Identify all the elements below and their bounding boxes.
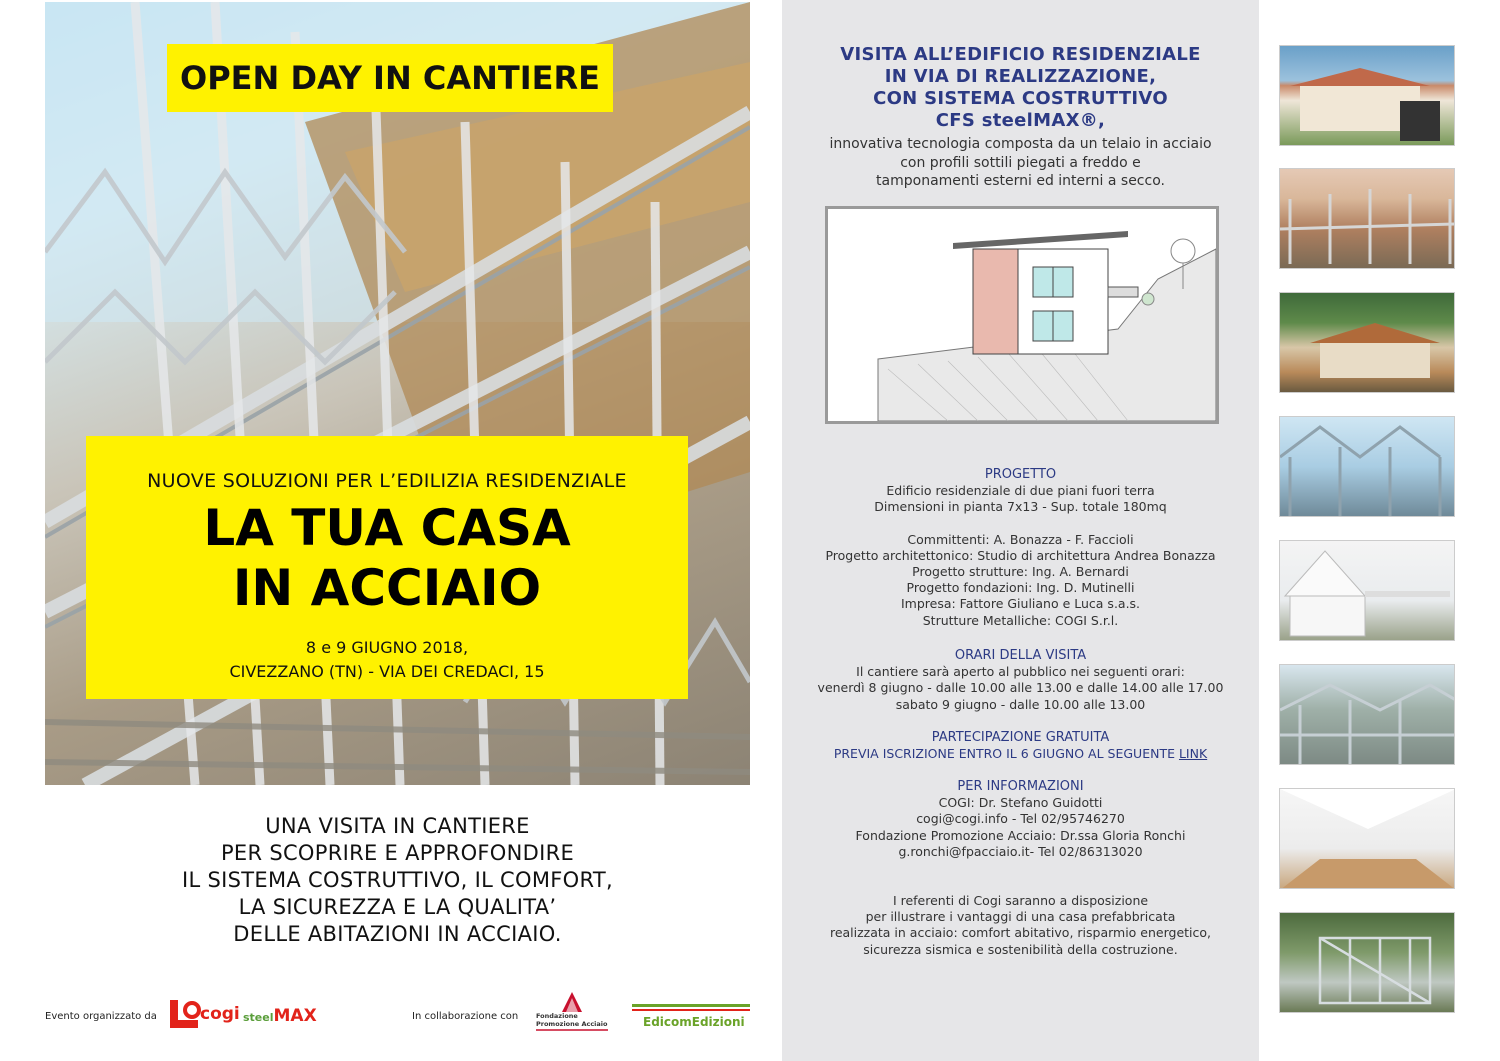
house-among-trees-photo — [1279, 292, 1455, 393]
informazioni-title: PER INFORMAZIONI — [957, 779, 1084, 794]
steelmax-logo-prefix: steel — [243, 1011, 274, 1024]
registration-text: PREVIA ISCRIZIONE ENTRO IL 6 GIUGNO AL SEGUENTE — [833, 746, 1179, 762]
organized-by-label: Evento organizzato da — [45, 1011, 157, 1022]
white-house-icon — [1280, 541, 1455, 641]
event-title-box — [86, 436, 688, 699]
info-email-fpa[interactable]: g.ronchi@fpacciaio.it- Tel 02/86313020 — [898, 843, 1143, 859]
frame-photo-icon — [1280, 169, 1455, 269]
progetto-line: Progetto architettonico: Studio di architettura Andrea Bonazza — [825, 547, 1216, 563]
details-panel — [782, 0, 1259, 1061]
info-email-cogi[interactable]: cogi@cogi.info - Tel 02/95746270 — [916, 811, 1125, 827]
steel-frame-walls-photo — [1279, 168, 1455, 269]
partecipazione-section — [782, 730, 1259, 762]
fondazione-promozione-acciaio-logo-text: Fondazione Promozione Acciaio — [536, 1012, 608, 1028]
technology-description — [782, 135, 1259, 191]
steel-frame-roof-photo — [1279, 664, 1455, 765]
description-line: tamponamenti esterni ed interni a secco. — [876, 173, 1165, 189]
closing-line: realizzata in acciaio: comfort abitativo, risparmio energetico, — [829, 925, 1212, 941]
closing-section — [782, 893, 1259, 958]
registration-line — [782, 746, 1259, 762]
edicom-logo-text: EdicomEdizioni — [643, 1015, 745, 1029]
tagline — [45, 813, 750, 948]
closing-line: sicurezza sismica e sostenibilità della costruzione. — [863, 941, 1178, 957]
progetto-line: Strutture Metalliche: COGI S.r.l. — [922, 612, 1119, 628]
visit-heading-line: CON SISTEMA COSTRUTTIVO — [873, 88, 1168, 109]
orari-line: Il cantiere sarà aperto al pubblico nei seguenti orari: — [856, 664, 1185, 680]
house-elevation-icon — [828, 209, 1216, 421]
frame-roof-icon — [1280, 665, 1455, 765]
steel-frame-structure-photo — [1279, 416, 1455, 517]
orari-title: ORARI DELLA VISITA — [954, 648, 1087, 663]
tagline-line: PER SCOPRIRE E APPROFONDIRE — [220, 841, 575, 865]
cogi-logo-text: cogi — [200, 1004, 240, 1024]
steel-frame-garden-photo — [1279, 912, 1455, 1013]
progetto-title: PROGETTO — [984, 467, 1057, 482]
registration-link[interactable]: LINK — [1178, 746, 1208, 762]
event-date-address — [86, 636, 688, 684]
steelmax-logo-suffix: MAX — [273, 1006, 317, 1026]
collaboration-label: In collaborazione con — [412, 1011, 519, 1022]
finished-house-photo — [1279, 45, 1455, 146]
frame-garden-icon — [1280, 913, 1455, 1013]
steel-structure-icon — [1280, 417, 1455, 517]
progetto-line: Impresa: Fattore Giuliano e Luca s.a.s. — [900, 596, 1141, 612]
progetto-line: Progetto fondazioni: Ing. D. Mutinelli — [906, 580, 1135, 596]
tagline-line: LA SICUREZZA E LA QUALITA’ — [238, 895, 557, 919]
progetto-section — [782, 467, 1259, 629]
building-elevation-drawing — [825, 206, 1219, 424]
closing-line: per illustrare i vantaggi di una casa prefabbricata — [865, 909, 1176, 925]
progetto-line: Progetto strutture: Ing. A. Bernardi — [912, 564, 1129, 580]
description-line: con profili sottili piegati a freddo e — [900, 154, 1141, 171]
partecipazione-title: PARTECIPAZIONE GRATUITA — [931, 730, 1110, 745]
tagline-line: IL SISTEMA COSTRUTTIVO, IL COMFORT, — [182, 868, 613, 892]
tagline-line: UNA VISITA IN CANTIERE — [265, 814, 530, 838]
attic-icon — [1280, 789, 1455, 889]
closing-line: I referenti di Cogi saranno a disposizione — [892, 893, 1149, 908]
event-address: CIVEZZANO (TN) - VIA DEI CREDACI, 15 — [229, 662, 545, 681]
orari-section — [782, 648, 1259, 713]
visit-heading-line: CFS steelMAX®, — [935, 110, 1106, 131]
progetto-line: Dimensioni in pianta 7x13 - Sup. totale 180mq — [874, 499, 1167, 515]
info-line: COGI: Dr. Stefano Guidotti — [938, 795, 1103, 811]
description-line: innovativa tecnologia composta da un telaio in acciaio — [829, 136, 1212, 152]
open-day-banner: OPEN DAY IN CANTIERE — [167, 44, 613, 112]
event-title-line-1: LA TUA CASA — [203, 499, 571, 557]
white-house-photo — [1279, 540, 1455, 641]
visit-heading-line: IN VIA DI REALIZZAZIONE, — [884, 66, 1157, 87]
steelmax-logo — [243, 1006, 317, 1026]
attic-interior-photo — [1279, 788, 1455, 889]
info-line: Fondazione Promozione Acciaio: Dr.ssa Gloria Ronchi — [855, 827, 1186, 843]
visit-heading-line: VISITA ALL’EDIFICIO RESIDENZIALE — [840, 44, 1201, 65]
house-trees-icon — [1280, 293, 1455, 393]
progetto-line: Committenti: A. Bonazza - F. Faccioli — [907, 531, 1134, 547]
informazioni-section — [782, 779, 1259, 860]
orari-line: sabato 9 giugno - dalle 10.00 alle 13.00 — [895, 696, 1146, 712]
footer-logos — [45, 990, 750, 1040]
event-subtitle: NUOVE SOLUZIONI PER L’EDILIZIA RESIDENZIALE — [147, 470, 627, 492]
event-date: 8 e 9 GIUGNO 2018, — [305, 638, 469, 657]
event-title-line-2: IN ACCIAIO — [232, 559, 542, 617]
event-title — [86, 498, 688, 618]
tagline-line: DELLE ABITAZIONI IN ACCIAIO. — [233, 922, 562, 946]
visit-heading — [782, 44, 1259, 132]
progetto-line: Edificio residenziale di due piani fuori terra — [886, 483, 1155, 499]
house-photo-icon — [1280, 46, 1455, 146]
orari-line: venerdì 8 giugno - dalle 10.00 alle 13.00 e dalle 14.00 alle 17.00 — [817, 680, 1224, 696]
progetto-spacer — [782, 516, 1259, 532]
